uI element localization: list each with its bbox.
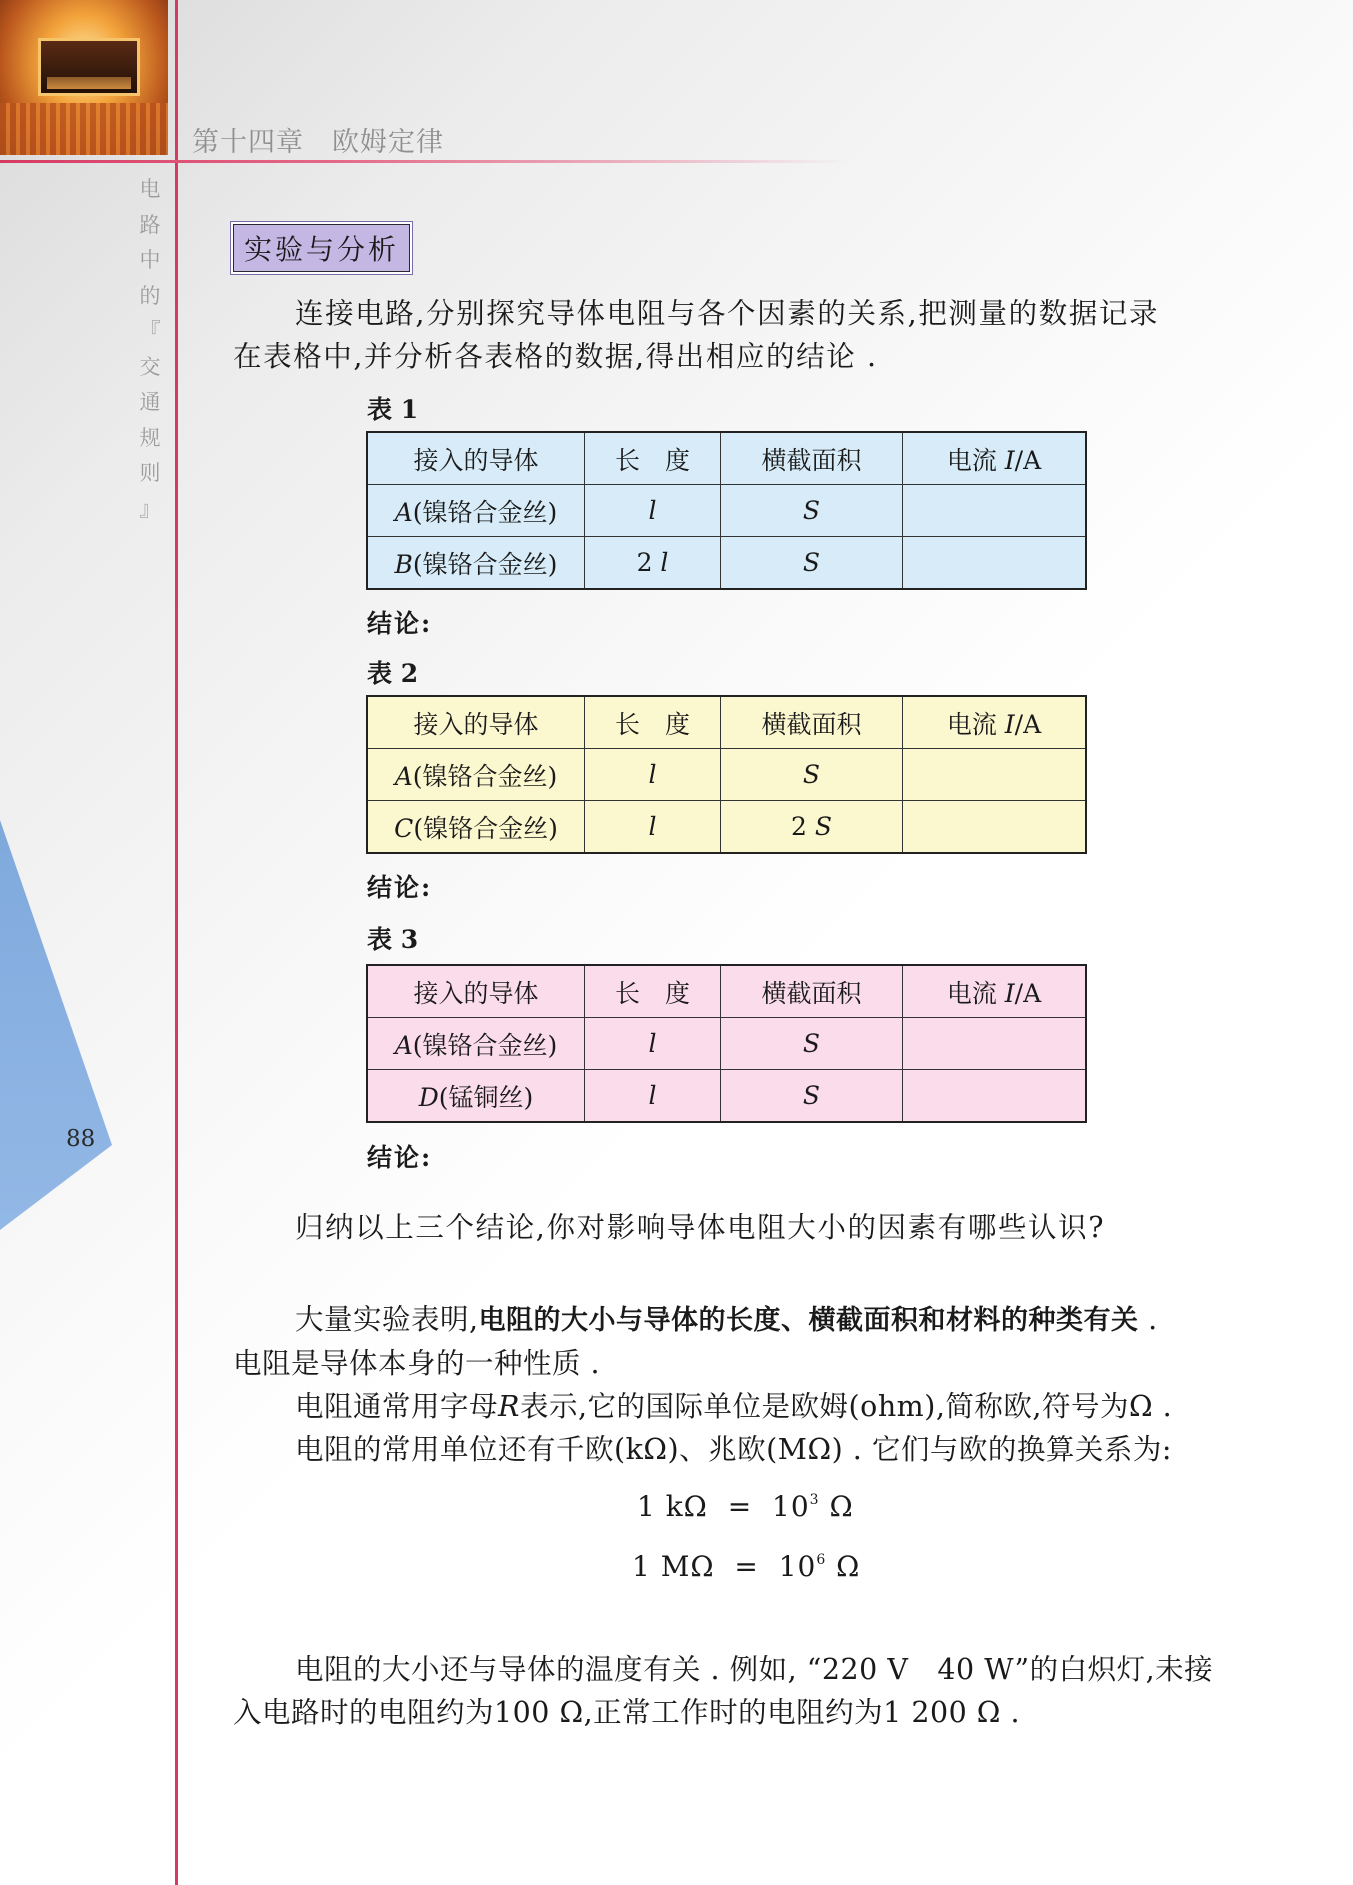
conclusion-label: 结论:: [367, 1143, 433, 1172]
resistance-line: 大量实验表明,电阻的大小与导体的长度、横截面积和材料的种类有关 .: [295, 1303, 1158, 1336]
length-cell: l: [585, 1070, 721, 1123]
area-cell: 2 S: [721, 801, 903, 854]
header-cell: 电流 I/A: [903, 696, 1087, 749]
sidebar-char: 规: [139, 425, 161, 450]
table-label: 表 3: [367, 925, 419, 954]
header-cell: 电流 I/A: [903, 965, 1087, 1018]
unit-line: 电阻通常用字母R表示,它的国际单位是欧姆(ohm),简称欧,符号为Ω .: [295, 1390, 1173, 1423]
header-cell: 接入的导体: [367, 965, 585, 1018]
table-row: [367, 485, 1086, 537]
header-cell: 长 度: [585, 696, 721, 749]
sidebar-char: 路: [139, 212, 161, 237]
sidebar-char: 中: [139, 248, 161, 272]
section-title: 实验与分析: [233, 224, 410, 272]
conductor-cell: A(镍铬合金丝): [367, 485, 585, 537]
question-paragraph: [233, 1206, 1223, 1249]
conductor-cell: D(锰铜丝): [367, 1070, 585, 1123]
length-cell: l: [585, 1018, 721, 1070]
unit-conversion-line: 电阻的常用单位还有千欧(kΩ)、兆欧(MΩ) . 它们与欧的换算关系为:: [295, 1433, 1172, 1466]
temperature-line: 电阻的大小还与导体的温度有关 . 例如, “220 V 40 W”的白炽灯,未接: [295, 1653, 1214, 1686]
intro-line: 在表格中,并分析各表格的数据,得出相应的结论 .: [233, 340, 878, 373]
conclusion-label: 结论:: [367, 609, 433, 638]
header-cell: 长 度: [585, 432, 721, 485]
area-cell: S: [721, 1070, 903, 1123]
header-cell: 横截面积: [721, 696, 903, 749]
current-cell: [903, 537, 1087, 590]
table-header-row: [367, 696, 1086, 749]
page-number: 88: [66, 1126, 96, 1152]
conductor-cell: A(镍铬合金丝): [367, 749, 585, 801]
current-cell: [903, 485, 1087, 537]
sidebar-vertical-title: [138, 172, 162, 527]
header-cell: 横截面积: [721, 432, 903, 485]
intro-paragraph: [233, 292, 1223, 378]
header-cell: 横截面积: [721, 965, 903, 1018]
length-cell: 2 l: [585, 537, 721, 590]
current-cell: [903, 1018, 1087, 1070]
formula-kilo-ohm: 1 $k\Omega = 10^3$ Ω: [637, 1490, 854, 1523]
conductor-cell: A(镍铬合金丝): [367, 1018, 585, 1070]
header-rule: [0, 160, 850, 163]
table-row: [367, 1070, 1086, 1123]
intro-line: 连接电路,分别探究导体电阻与各个因素的关系,把测量的数据记录: [295, 297, 1160, 330]
header-cell: 接入的导体: [367, 696, 585, 749]
sidebar-char: 则: [139, 461, 161, 485]
resistance-paragraph: [233, 1298, 1233, 1471]
length-cell: l: [585, 485, 721, 537]
conductor-cell: B(镍铬合金丝): [367, 537, 585, 590]
temperature-paragraph: [233, 1648, 1233, 1734]
current-cell: [903, 1070, 1087, 1123]
data-table-2: [366, 695, 1087, 854]
stage-image: [38, 38, 140, 96]
key-conclusion: 电阻的大小与导体的长度、横截面积和材料的种类有关: [478, 1305, 1139, 1336]
auditorium-photo: [0, 0, 168, 155]
area-cell: S: [721, 537, 903, 590]
table-label: 表 1: [367, 395, 419, 424]
table-label: 表 2: [367, 659, 419, 688]
temperature-line: 入电路时的电阻约为100 Ω,正常工作时的电阻约为1 200 Ω .: [233, 1696, 1021, 1729]
question-text: 归纳以上三个结论,你对影响导体电阻大小的因素有哪些认识?: [295, 1211, 1106, 1244]
table-header-row: [367, 432, 1086, 485]
seats-image: [0, 103, 168, 155]
margin-rule-vertical: [175, 0, 178, 1885]
sidebar-char: 通: [139, 390, 161, 414]
table-row: [367, 749, 1086, 801]
table-row: [367, 1018, 1086, 1070]
sidebar-char: 『: [139, 319, 161, 343]
length-cell: l: [585, 801, 721, 854]
conductor-cell: C(镍铬合金丝): [367, 801, 585, 854]
current-cell: [903, 801, 1087, 854]
header-cell: 电流 I/A: [903, 432, 1087, 485]
conclusion-label: 结论:: [367, 873, 433, 902]
area-cell: S: [721, 485, 903, 537]
sidebar-char: 电: [139, 177, 161, 201]
chapter-title: 第十四章 欧姆定律: [192, 127, 444, 158]
current-cell: [903, 749, 1087, 801]
length-cell: l: [585, 749, 721, 801]
area-cell: S: [721, 749, 903, 801]
data-table-1: [366, 431, 1087, 590]
header-cell: 长 度: [585, 965, 721, 1018]
header-cell: 接入的导体: [367, 432, 585, 485]
sidebar-char: 』: [139, 496, 161, 521]
table-header-row: [367, 965, 1086, 1018]
area-cell: S: [721, 1018, 903, 1070]
table-row: [367, 537, 1086, 590]
formula-mega-ohm: 1 $M\Omega = 10^6$ Ω: [632, 1550, 861, 1583]
corner-triangle-decoration: [0, 820, 112, 1230]
resistance-line: 电阻是导体本身的一种性质 .: [233, 1347, 601, 1380]
sidebar-char: 交: [139, 354, 161, 379]
table-row: [367, 801, 1086, 854]
data-table-3: [366, 964, 1087, 1123]
sidebar-char: 的: [139, 283, 161, 308]
